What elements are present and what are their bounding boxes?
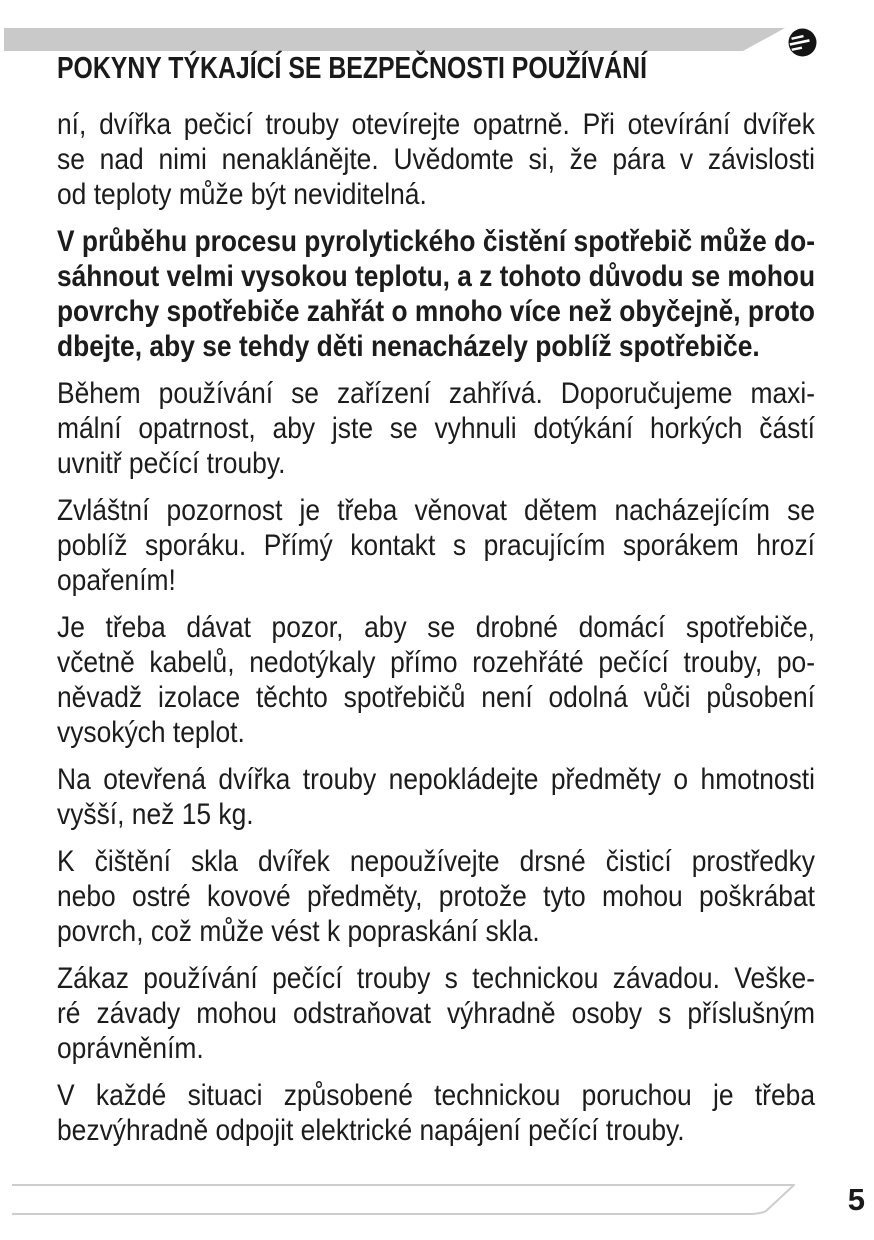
paragraph	[57, 107, 815, 212]
text-line: něvadž izolace těchto spotřebičů není odolná vůči působení	[57, 681, 815, 714]
text-line: ré závady mohou odstraňovat výhradně osoby s příslušným	[57, 997, 816, 1030]
text-line: včetně kabelů, nedotýkaly přímo rozehřáté pečící trouby, po-	[57, 646, 816, 679]
text-line: Je třeba dávat pozor, aby se drobné domácí spotřebiče,	[57, 611, 815, 644]
text-line: Zvláštní pozornost je třeba věnovat dětem nacházejícím se	[57, 494, 816, 527]
text-line: se nad nimi nenaklánějte. Uvědomte si, že pára v závislosti	[57, 143, 815, 176]
text-line: K čištění skla dvířek nepoužívejte drsné čisticí prostředky	[57, 845, 815, 878]
text-line: V každé situaci způsobené technickou poruchou je třeba	[57, 1079, 816, 1112]
page-title-text: POKYNY TÝKAJÍCÍ SE BEZPEČNOSTI POUŽÍVÁNÍ	[57, 50, 648, 85]
text-line: ní, dvířka pečicí trouby otevírejte opatrně. Při otevírání dvířek	[57, 108, 815, 141]
paragraph	[57, 961, 815, 1066]
text-line: mální opatrnost, aby jste se vyhnuli dotýkání horkých částí	[57, 412, 816, 445]
text-line: povrchy spotřebiče zahřát o mnoho více než obyčejně, proto	[57, 295, 815, 328]
text-line: Na otevřená dvířka trouby nepokládejte předměty o hmotnosti	[57, 763, 815, 796]
paragraph	[57, 376, 815, 481]
text-line: od teploty může být neviditelná.	[57, 178, 427, 211]
text-line: vysokých teplot.	[57, 716, 245, 749]
text-line: bezvýhradně odpojit elektrické napájení pečící trouby.	[57, 1114, 685, 1147]
text-line: Zákaz používání pečící trouby s technickou závadou. Veške-	[57, 962, 816, 995]
header-bar	[4, 28, 785, 51]
page-number: 5	[847, 1182, 865, 1217]
text-line: povrch, což může vést k popraskání skla.	[57, 915, 540, 948]
paragraph	[57, 493, 815, 598]
paragraph	[57, 762, 815, 832]
page-title	[57, 50, 794, 86]
paragraph	[57, 1078, 815, 1148]
text-line: nebo ostré kovové předměty, protože tyto mohou poškrábat	[57, 880, 815, 913]
text-line: opařením!	[57, 564, 176, 597]
text-line: uvnitř pečící trouby.	[57, 447, 286, 480]
paragraph	[57, 610, 815, 750]
text-line: oprávněním.	[57, 1032, 204, 1065]
text-line: poblíž sporáku. Přímý kontakt s pracujícím sporákem hrozí	[57, 529, 815, 562]
paragraph	[57, 844, 815, 949]
safety-instructions-text	[57, 107, 815, 1160]
text-line: vyšší, než 15 kg.	[57, 798, 254, 831]
text-line: dbejte, aby se tehdy děti nenacházely poblíž spotřebiče.	[57, 330, 760, 363]
paragraph	[57, 224, 815, 364]
text-line: Během používání se zařízení zahřívá. Doporučujeme maxi-	[57, 377, 816, 410]
text-line: V průběhu procesu pyrolytického čistění spotřebič může do-	[57, 225, 815, 258]
footer-rule	[0, 1183, 874, 1219]
text-line: sáhnout velmi vysokou teplotu, a z tohoto důvodu se mohou	[57, 260, 816, 293]
